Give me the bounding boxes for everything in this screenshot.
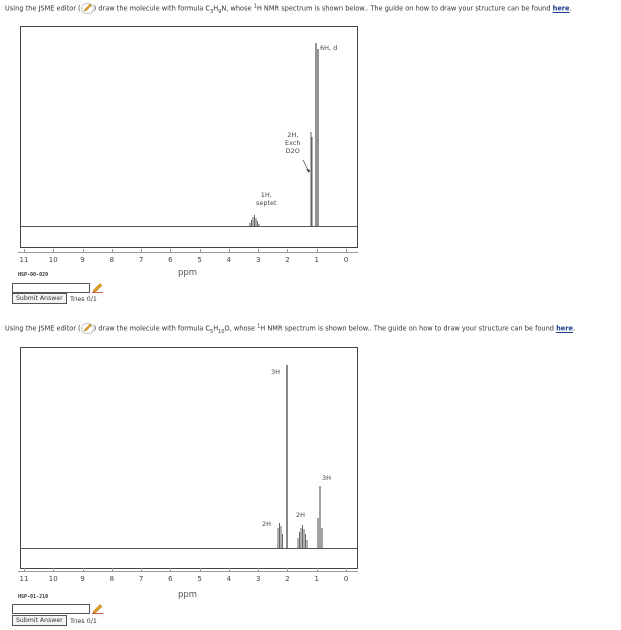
axis-tick-label: 8 — [109, 256, 115, 264]
axis-tick — [346, 249, 347, 253]
peak-label-2h: 2H, Exch D2O — [285, 131, 301, 155]
ppm-label-1: ppm — [178, 268, 198, 278]
ppm-axis-1 — [18, 252, 358, 253]
axis-tick — [258, 249, 259, 253]
axis-tick-label: 9 — [80, 575, 85, 583]
axis-tick — [112, 568, 113, 572]
axis-tick-label: 10 — [48, 256, 58, 264]
triplet-3h — [318, 486, 322, 548]
axis-tick-label: 0 — [343, 256, 349, 264]
axis-tick-label: 3 — [255, 256, 261, 264]
axis-tick-label: 1 — [314, 256, 319, 264]
problem-code-2: HSP-01-210 — [18, 594, 49, 600]
axis-tick — [200, 249, 201, 253]
axis-tick — [141, 568, 142, 572]
axis-tick-label: 0 — [343, 575, 349, 583]
peak-label-2h-b: 2H — [296, 511, 306, 519]
axis-tick — [24, 568, 25, 572]
axis-tick-label: 11 — [19, 256, 29, 264]
axis-tick-label: 2 — [285, 256, 290, 264]
axis-tick — [53, 249, 54, 253]
peak-label-3h-triplet: 3H — [322, 474, 332, 482]
axis-tick — [229, 249, 230, 253]
submit-answer-button-2[interactable]: Submit Answer — [12, 615, 67, 626]
spectrum-peaks — [21, 348, 357, 568]
question-2-instructions: Using the JSME editor ( ) draw the molecule with formula $C_5H_{10}O$, whose $^1$H NMR spectrum is shown below.. The guide on how to draw your structure can be found here. — [5, 323, 576, 335]
axis-tick-label: 5 — [197, 575, 202, 583]
guide-link[interactable]: here — [556, 324, 573, 333]
axis-tick — [112, 249, 113, 253]
peak-label-2h-a: 2H — [262, 520, 272, 528]
axis-tick-label: 4 — [226, 256, 232, 264]
guide-link[interactable]: here — [552, 4, 570, 13]
tries-counter-2: Tries 0/1 — [70, 617, 97, 625]
axis-tick — [346, 568, 347, 572]
ppm-axis-2 — [18, 571, 358, 572]
nmr-spectrum-1 — [20, 26, 358, 248]
problem-code-1: HSP-00-029 — [18, 272, 49, 278]
axis-tick-label: 6 — [168, 256, 173, 264]
pencil-icon[interactable] — [81, 323, 94, 334]
peak-label-1h: 1H, septet — [256, 191, 277, 207]
pencil-edit-icon[interactable] — [92, 283, 103, 293]
pencil-edit-icon[interactable] — [92, 604, 103, 614]
axis-tick — [317, 568, 318, 572]
question-1-instructions: Using the JSME editor ( ) draw the molecule with formula $C_3H_9N$, whose $^1$H NMR spectrum is shown below.. The guide on how to draw your structure can be found here. — [5, 3, 572, 15]
axis-tick — [83, 568, 84, 572]
axis-tick-label: 3 — [255, 575, 261, 583]
answer-field-1[interactable] — [12, 283, 90, 293]
axis-tick-label: 9 — [80, 256, 85, 264]
pencil-icon[interactable] — [81, 3, 94, 14]
axis-tick-label: 1 — [314, 575, 319, 583]
axis-tick — [53, 568, 54, 572]
axis-tick — [287, 568, 288, 572]
tries-counter-1: Tries 0/1 — [70, 295, 97, 303]
axis-tick-label: 5 — [197, 256, 202, 264]
ppm-label-2: ppm — [178, 590, 198, 600]
axis-tick — [229, 568, 230, 572]
axis-tick — [141, 249, 142, 253]
axis-tick — [24, 249, 25, 253]
axis-tick-label: 2 — [285, 575, 290, 583]
axis-tick — [170, 249, 171, 253]
peak-label-6h: 6H, d — [320, 44, 338, 52]
axis-tick — [83, 249, 84, 253]
axis-tick-label: 4 — [226, 575, 232, 583]
peak-label-3h-singlet: 3H — [271, 368, 281, 376]
axis-tick-label: 7 — [138, 256, 144, 264]
answer-field-2[interactable] — [12, 604, 90, 614]
nmr-spectrum-2 — [20, 347, 358, 569]
axis-tick — [258, 568, 259, 572]
nh2-peak — [311, 132, 312, 226]
axis-tick-label: 11 — [19, 575, 29, 583]
axis-tick — [170, 568, 171, 572]
axis-tick-label: 7 — [138, 575, 144, 583]
axis-tick — [287, 249, 288, 253]
axis-tick-label: 10 — [48, 575, 58, 583]
axis-tick — [200, 568, 201, 572]
multiplet-2h-a — [278, 523, 283, 548]
axis-tick-label: 8 — [109, 575, 115, 583]
septet-peak — [250, 215, 259, 226]
axis-tick — [317, 249, 318, 253]
axis-tick-label: 6 — [168, 575, 173, 583]
multiplet-2h-b — [298, 525, 307, 548]
doublet-peak — [316, 43, 318, 226]
submit-answer-button-1[interactable]: Submit Answer — [12, 293, 67, 304]
spectrum-peaks — [21, 27, 357, 247]
